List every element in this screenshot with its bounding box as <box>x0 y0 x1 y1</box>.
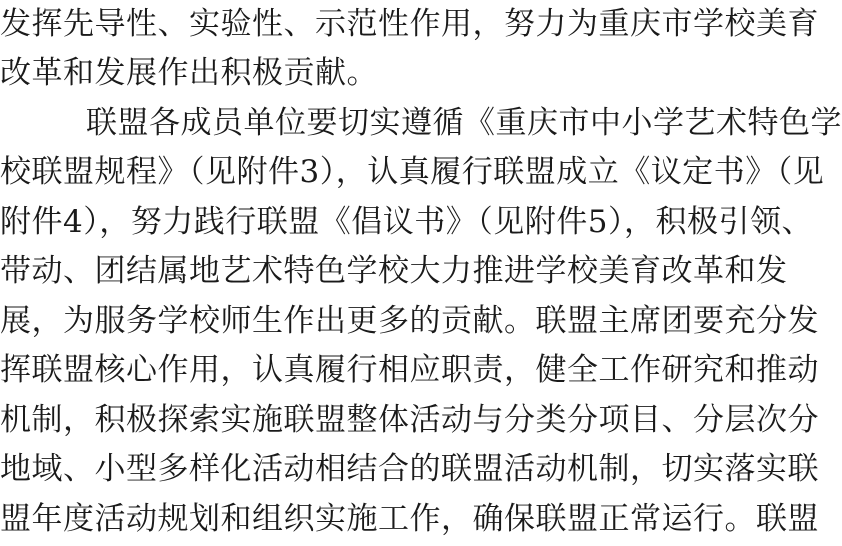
text-line-5: 附件4），努力践行联盟《倡议书》（见附件5），积极引领、 <box>0 204 813 240</box>
text-line-10: 地域、小型多样化活动相结合的联盟活动机制，切实落实联 <box>0 451 819 487</box>
text-line-3: 联盟各成员单位要切实遵循《重庆市中小学艺术特色学 <box>86 105 842 141</box>
text-line-4: 校联盟规程》（见附件3），认真履行联盟成立《议定书》（见 <box>0 154 825 190</box>
text-line-8: 挥联盟核心作用，认真履行相应职责，健全工作研究和推动 <box>0 352 819 388</box>
text-line-9: 机制，积极探索实施联盟整体活动与分类分项目、分层次分 <box>0 402 819 438</box>
text-line-11: 盟年度活动规划和组织实施工作，确保联盟正常运行。联盟 <box>0 501 819 537</box>
text-line-2: 改革和发展作出积极贡献。 <box>0 55 378 91</box>
text-line-7: 展，为服务学校师生作出更多的贡献。联盟主席团要充分发 <box>0 303 819 339</box>
text-line-6: 带动、团结属地艺术特色学校大力推进学校美育改革和发 <box>0 253 788 289</box>
text-line-1: 发挥先导性、实验性、示范性作用，努力为重庆市学校美育 <box>0 6 819 42</box>
